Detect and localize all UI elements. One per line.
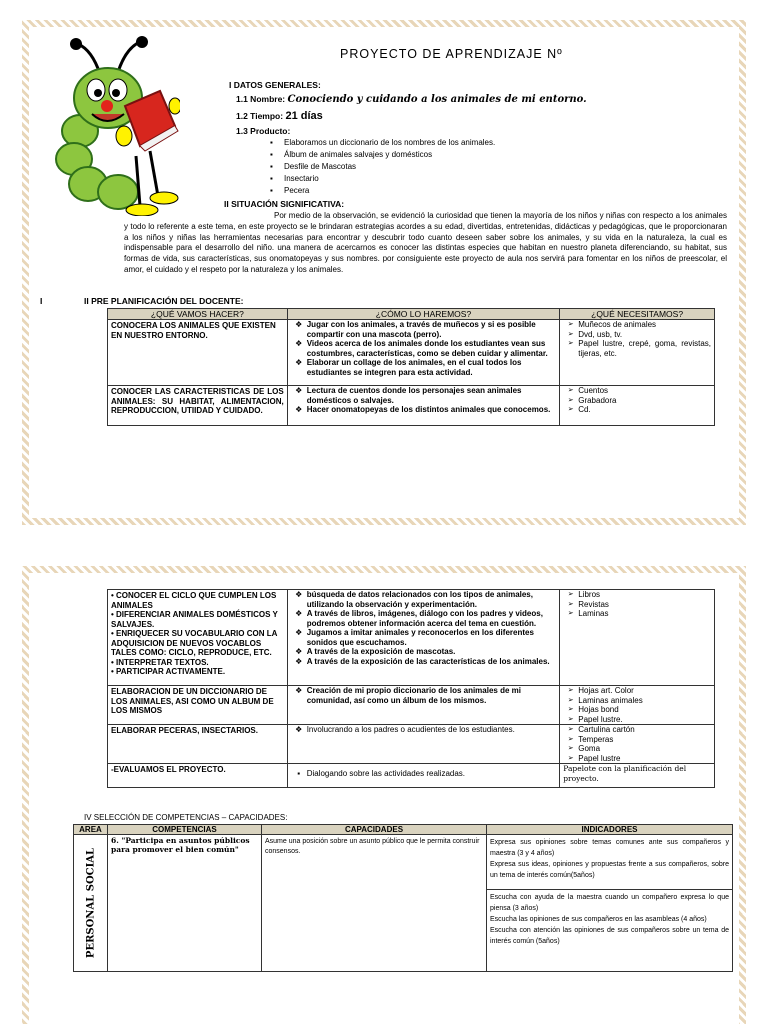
arrow-icon: ➢ [567, 754, 574, 762]
diamond-icon: ❖ [295, 358, 303, 367]
nombre-label: 1.1 Nombre: [236, 94, 286, 104]
table-row [108, 386, 715, 426]
diamond-icon: ❖ [295, 320, 303, 329]
como-cell [287, 386, 559, 426]
necesitamos-cell [560, 725, 715, 764]
table-row [108, 590, 715, 686]
material-item: Libros [578, 590, 601, 599]
competencia-cell: 6. "Participa en asuntos públicos para promover el bien común" [108, 835, 262, 972]
diamond-icon: ❖ [295, 339, 303, 348]
competencias-heading: IV SELECCIÓN DE COMPETENCIAS – CAPACIDADES: [84, 813, 288, 822]
material-item: Cartulina cartón [578, 725, 635, 734]
como-item: A través de la exposición de las características de los animales. [306, 656, 550, 666]
diamond-icon: ❖ [295, 647, 303, 656]
que-cell: CONOCER LAS CARACTERISTICAS DE LOS ANIMALES: SU HABITAT, ALIMENTACION, REPRODUCCION, UTIIDAD Y CUIDADO. [108, 386, 288, 426]
que-item: • PARTICIPAR ACTIVAMENTE. [111, 667, 226, 676]
col-header-capacidades: CAPACIDADES [262, 825, 487, 835]
table-row [108, 764, 715, 788]
como-item: Jugamos a imitar animales y reconocerlos en los diferentes sonidos que escuchamos. [306, 628, 534, 647]
como-cell [287, 725, 560, 764]
como-cell [287, 764, 560, 788]
material-item: Muñecos de animales [578, 320, 657, 329]
que-item: • INTERPRETAR TEXTOS. [111, 657, 209, 667]
document-title: PROYECTO DE APRENDIZAJE Nº [340, 47, 563, 61]
necesitamos-cell: Papelote con la planificación del proyecto. [560, 764, 715, 788]
que-cell: -EVALUAMOS EL PROYECTO. [108, 764, 288, 788]
arrow-icon: ➢ [567, 600, 574, 608]
material-item: Laminas [578, 609, 609, 618]
caterpillar-mascot-illustration [40, 36, 180, 216]
que-item: • DIFERENCIAR ANIMALES DOMÉSTICOS Y SALVAJES. [111, 610, 278, 629]
situacion-text: Por medio de la observación, se evidenció la curiosidad que tienen la mayoría de los niños y niñas con respecto a los animales y todo lo referente a este tema, en este proyecto se le brindaran estrategias acordes a su edad, divertidas, entretenidas, didácticas y pedagógicas, que le proporcionaran a los niños y niñas las herramientas necesarias para encontrar y descubrir todo cuanto deseen saber sobre los animales, y su vida en la naturaleza, la cual es indispensable para el desarrollo del niño. una manera de acercarnos es conocer las distintas especies que habitan en nuestro planeta diferenciando, su habitat, sus formas de vida, sus características, sus onomatopeyas y sus nombres. por consiguiente este proyecto de aula nos servirá para fomentar en los niños de preescolar, el amor, el cuidado y el respeto por la naturaleza y los animales. [124, 211, 727, 274]
como-item: Dialogando sobre las actividades realizadas. [306, 769, 466, 778]
arrow-icon: ➢ [567, 321, 574, 328]
como-cell [287, 320, 559, 386]
material-item: Revistas [578, 599, 609, 609]
material-item: Hojas art. Color [578, 686, 634, 695]
product-item: ▪ Álbum de animales salvajes y domésticos [270, 149, 495, 161]
tiempo-value: 21 días [285, 110, 323, 122]
material-item: Papel lustre [578, 753, 621, 763]
arrow-icon: ➢ [567, 726, 574, 733]
como-item: Hacer onomatopeyas de los distintos animales que conocemos. [306, 405, 551, 414]
que-cell [108, 590, 288, 686]
competencias-table [73, 824, 733, 972]
arrow-icon: ➢ [567, 330, 574, 338]
arrow-icon: ➢ [567, 340, 574, 347]
material-item: Laminas animales [578, 695, 643, 705]
material-item: Papel lustre, crepé, goma, revistas, tijeras, etc. [578, 339, 711, 358]
que-item: • ENRIQUECER SU VOCABULARIO CON LA ADQUISICION DE NUEVOS VOCABLOS TALES COMO: CICLO, REPRODUCE, ETC. [111, 629, 278, 657]
area-cell [74, 835, 108, 972]
que-item: • CONOCER EL CICLO QUE CUMPLEN LOS ANIMALES [111, 591, 277, 610]
material-item: Cuentos [578, 386, 609, 395]
necesitamos-cell [560, 590, 715, 686]
como-cell [287, 686, 560, 725]
tiempo-label: 1.2 Tiempo: [236, 111, 284, 121]
como-item: Videos acerca de los animales donde los estudiantes vean sus costumbres, características, como se deben cuidar y alimentar. [306, 339, 548, 358]
planificacion-table-continued [107, 589, 715, 788]
square-bullet-icon: ▪ [297, 769, 301, 778]
col-header-indicadores: INDICADORES [487, 825, 733, 835]
situacion-paragraph [124, 211, 727, 276]
diamond-icon: ❖ [295, 609, 303, 618]
tiempo-row [236, 110, 323, 122]
arrow-icon: ➢ [567, 745, 574, 752]
arrow-icon: ➢ [567, 387, 574, 394]
como-item: A través de libros, imágenes, diálogo con los padres y videos, podremos obtener información acerca del tema en cuestión. [306, 609, 543, 628]
material-item: Dvd, usb, tv. [578, 329, 623, 339]
arrow-icon: ➢ [567, 706, 574, 713]
indicador-item: Escucha con ayuda de la maestra cuando un compañero expresa lo que piensa (3 años) [490, 894, 729, 912]
col-header-area: AREA [74, 825, 108, 835]
col-header-necesitamos: ¿QUÉ NECESITAMOS? [560, 309, 715, 320]
nombre-row [236, 94, 587, 105]
diamond-icon: ❖ [295, 656, 303, 666]
material-item: Hojas bond [578, 705, 619, 714]
material-item: Goma [578, 744, 601, 753]
como-item: Jugar con los animales, a través de muñecos y si es posible compartir con una mascota (perro). [306, 320, 536, 339]
que-cell: ELABORACION DE UN DICCIONARIO DE LOS ANIMALES, ASI COMO UN ALBUM DE LOS MISMOS [108, 686, 288, 725]
indicadores-cell [487, 835, 733, 890]
que-cell: CONOCERA LOS ANIMALES QUE EXISTEN EN NUESTRO ENTORNO. [108, 320, 288, 386]
diamond-icon: ❖ [295, 386, 303, 395]
capacidad-cell: Asume una posición sobre un asunto público que le permita construir consensos. [262, 835, 487, 972]
nombre-value: Conociendo y cuidando a los animales de mi entorno. [287, 94, 587, 105]
como-cell [287, 590, 560, 686]
arrow-icon: ➢ [567, 687, 574, 694]
como-item: Lectura de cuentos donde los personajes sean animales domésticos o salvajes. [306, 386, 522, 405]
material-item: Grabadora [578, 395, 617, 405]
arrow-icon: ➢ [567, 735, 574, 743]
diamond-icon: ❖ [295, 725, 303, 734]
col-header-que: ¿QUÉ VAMOS HACER? [108, 309, 288, 320]
indicador-item: Expresa sus opiniones sobre temas comunes ante sus compañeros y maestra (3 y 4 años) [490, 839, 729, 857]
product-item: ▪ Desfile de Mascotas [270, 161, 495, 173]
product-list [270, 137, 495, 197]
arrow-icon: ➢ [567, 396, 574, 404]
que-cell: ELABORAR PECERAS, INSECTARIOS. [108, 725, 288, 764]
col-header-competencias: COMPETENCIAS [108, 825, 262, 835]
necesitamos-cell [560, 686, 715, 725]
como-item: A través de la exposición de mascotas. [306, 647, 456, 656]
table-row [108, 686, 715, 725]
como-item: Involucrando a los padres o acudientes de los estudiantes. [306, 725, 515, 734]
area-label: PERSONAL SOCIAL [85, 847, 96, 959]
table-row [74, 835, 733, 890]
diamond-icon: ❖ [295, 405, 303, 414]
como-item: búsqueda de datos relacionados con los tipos de animales, utilizando la observación y experimentación. [306, 590, 533, 609]
situacion-heading: II SITUACIÓN SIGNIFICATIVA: [224, 199, 345, 209]
product-item: ▪ Insectario [270, 173, 495, 185]
diamond-icon: ❖ [295, 628, 303, 637]
como-item: Creación de mi propio diccionario de los animales de mi comunidad, así como un álbum de los mismos. [306, 686, 521, 705]
datos-generales-heading: I DATOS GENERALES: [229, 80, 321, 90]
product-item: ▪ Pecera [270, 185, 495, 197]
table-row [108, 320, 715, 386]
material-item: Papel lustre. [578, 714, 623, 724]
arrow-icon: ➢ [567, 715, 574, 723]
arrow-icon: ➢ [567, 610, 574, 617]
section-marker: I [40, 296, 43, 306]
planificacion-heading: II PRE PLANIFICACIÓN DEL DOCENTE: [84, 296, 244, 306]
indicador-item: Expresa sus ideas, opiniones y propuestas frente a sus compañeros, sobre un tema de interés común(5años) [490, 861, 729, 879]
table-row [108, 725, 715, 764]
diamond-icon: ❖ [295, 590, 303, 599]
material-item: Cd. [578, 405, 591, 414]
necesitamos-cell [560, 386, 715, 426]
indicador-item: Escucha con atención las opiniones de sus compañeros sobre un tema de interés común (5años) [490, 927, 729, 945]
product-item: ▪ Elaboramos un diccionario de los nombres de los animales. [270, 137, 495, 149]
indicador-item: Escucha las opiniones de sus compañeros en las asambleas (4 años) [490, 916, 707, 923]
col-header-como: ¿CÓMO LO HAREMOS? [287, 309, 559, 320]
arrow-icon: ➢ [567, 406, 574, 413]
material-item: Temperas [578, 734, 614, 744]
arrow-icon: ➢ [567, 696, 574, 704]
producto-label: 1.3 Producto: [236, 126, 291, 136]
arrow-icon: ➢ [567, 591, 574, 598]
indicadores-cell [487, 890, 733, 972]
necesitamos-cell [560, 320, 715, 386]
diamond-icon: ❖ [295, 686, 303, 695]
como-item: Elaborar un collage de los animales, en el cual todos los estudiantes se integren para esta actividad. [306, 358, 522, 377]
planificacion-table [107, 308, 715, 426]
